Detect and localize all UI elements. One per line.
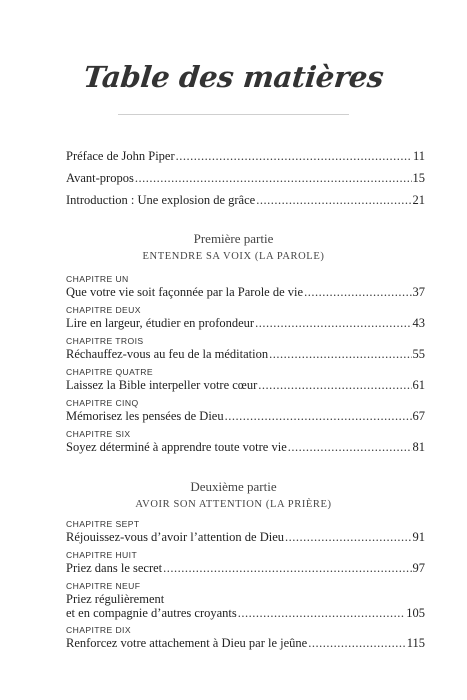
toc-entry-preface[interactable] xyxy=(66,149,425,164)
chapter-number: CHAPITRE DEUX xyxy=(66,305,141,315)
dot-leader xyxy=(238,606,405,621)
toc-entry-label: Avant-propos xyxy=(66,171,134,185)
dot-leader xyxy=(288,440,412,455)
toc-entry-label: Réjouissez-vous d’avoir l’attention de Dieu xyxy=(66,530,284,544)
toc-entry-page: 115 xyxy=(406,636,425,650)
toc-entry-chapter-4[interactable] xyxy=(66,378,425,393)
dot-leader xyxy=(308,636,406,651)
chapter-number: CHAPITRE TROIS xyxy=(66,336,144,346)
chapter-number: CHAPITRE UN xyxy=(66,274,129,284)
toc-entry-page: 11 xyxy=(412,149,425,163)
dot-leader xyxy=(135,171,412,186)
toc-entry-label: Priez dans le secret xyxy=(66,561,163,575)
toc-entry-label: Introduction : Une explosion de grâce xyxy=(66,193,256,207)
dot-leader xyxy=(163,561,411,576)
toc-entry-avant-propos[interactable] xyxy=(66,171,425,186)
toc-entry-chapter-5[interactable] xyxy=(66,409,425,424)
dot-leader xyxy=(258,378,411,393)
toc-entry-page: 67 xyxy=(412,409,425,423)
part-title: Première partie xyxy=(193,231,274,246)
title-divider xyxy=(118,114,349,115)
dot-leader xyxy=(255,316,411,331)
toc-entry-page: 37 xyxy=(412,285,425,299)
part-subtitle: ENTENDRE SA VOIX (LA PAROLE) xyxy=(142,251,325,262)
chapter-number: CHAPITRE CINQ xyxy=(66,398,139,408)
toc-entry-introduction[interactable] xyxy=(66,193,425,208)
dot-leader xyxy=(225,409,412,424)
toc-entry-page: 55 xyxy=(412,347,425,361)
toc-entry-label: Soyez déterminé à apprendre toute votre vie xyxy=(66,440,287,454)
toc-entry-label: Que votre vie soit façonnée par la Parole de vie xyxy=(66,285,304,299)
dot-leader xyxy=(256,193,411,208)
toc-entry-chapter-3[interactable] xyxy=(66,347,425,362)
page-title: Table des matières xyxy=(81,60,386,94)
toc-entry-label: Réchauffez-vous au feu de la méditation xyxy=(66,347,269,361)
toc-entry-page: 61 xyxy=(412,378,425,392)
dot-leader xyxy=(269,347,411,362)
toc-entry-chapter-6[interactable] xyxy=(66,440,425,455)
toc-entry-chapter-2[interactable] xyxy=(66,316,425,331)
chapter-number: CHAPITRE DIX xyxy=(66,625,131,635)
toc-entry-chapter-10[interactable] xyxy=(66,636,425,651)
toc-entry-page: 81 xyxy=(412,440,425,454)
toc-entry-page: 105 xyxy=(406,606,425,620)
chapter-number: CHAPITRE SIX xyxy=(66,429,131,439)
toc-entry-page: 21 xyxy=(412,193,425,207)
toc-entry-label: Préface de John Piper xyxy=(66,149,175,163)
toc-entry-page: 91 xyxy=(412,530,425,544)
toc-entry-page: 43 xyxy=(412,316,425,330)
part-title: Deuxième partie xyxy=(190,479,277,494)
chapter-number: CHAPITRE QUATRE xyxy=(66,367,154,377)
part-subtitle: AVOIR SON ATTENTION (LA PRIÈRE) xyxy=(135,499,332,510)
toc-entry-page: 15 xyxy=(412,171,425,185)
toc-entry-chapter-9[interactable] xyxy=(66,606,425,621)
chapter-number: CHAPITRE SEPT xyxy=(66,519,140,529)
dot-leader xyxy=(285,530,412,545)
toc-entry-label: Laissez la Bible interpeller votre cœur xyxy=(66,378,258,392)
chapter-number: CHAPITRE HUIT xyxy=(66,550,138,560)
toc-entry-label: et en compagnie d’autres croyants xyxy=(66,606,237,620)
toc-entry-label: Renforcez votre attachement à Dieu par le jeûne xyxy=(66,636,308,650)
toc-entry-chapter-8[interactable] xyxy=(66,561,425,576)
chapter-number: CHAPITRE NEUF xyxy=(66,581,141,591)
toc-entry-page: 97 xyxy=(412,561,425,575)
toc-entry-chapter-7[interactable] xyxy=(66,530,425,545)
dot-leader xyxy=(304,285,411,300)
toc-entry-chapter-1[interactable] xyxy=(66,285,425,300)
toc-entry-label: Mémorisez les pensées de Dieu xyxy=(66,409,224,423)
toc-entry-label-line[interactable]: Priez régulièrement xyxy=(66,592,165,606)
dot-leader xyxy=(176,149,412,164)
toc-entry-label: Lire en largeur, étudier en profondeur xyxy=(66,316,255,330)
